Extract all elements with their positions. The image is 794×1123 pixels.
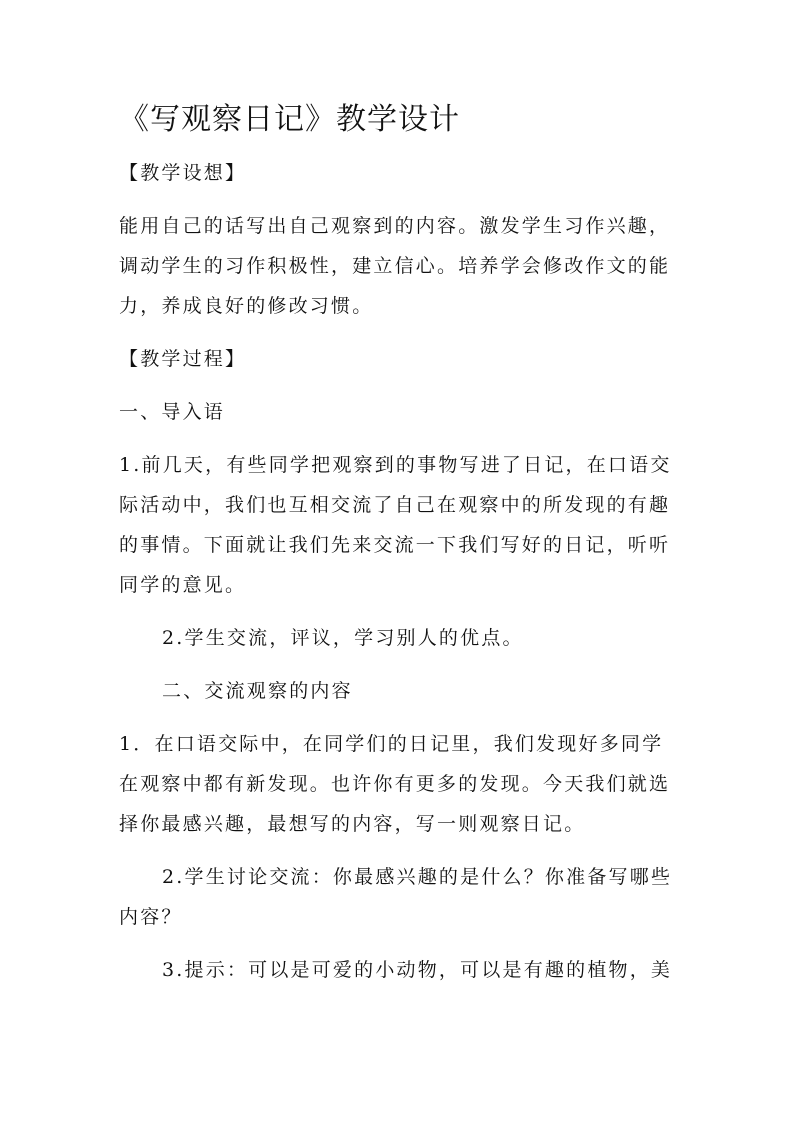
paragraph-line: 同学的意见。 <box>119 574 247 596</box>
document-title: 《写观察日记》教学设计 <box>119 102 460 137</box>
paragraph-line: 力，养成良好的修改习惯。 <box>119 295 374 317</box>
paragraph-line: 择你最感兴趣，最想写的内容，写一则观察日记。 <box>119 813 586 835</box>
part-one-heading: 一、导入语 <box>119 401 226 423</box>
paragraph-line: 能用自己的话写出自己观察到的内容。激发学生习作兴趣， <box>119 215 671 237</box>
paragraph-line: 调动学生的习作积极性，建立信心。培养学会修改作文的能 <box>119 255 671 277</box>
paragraph-line: 1．在口语交际中，在同学们的日记里，我们发现好多同学 <box>119 733 664 755</box>
paragraph-line: 1.前几天，有些同学把观察到的事物写进了日记，在口语交 <box>119 454 672 476</box>
section-heading-design: 【教学设想】 <box>119 162 247 184</box>
paragraph-line: 内容？ <box>119 906 183 928</box>
paragraph-line: 在观察中都有新发现。也许你有更多的发现。今天我们就选 <box>119 773 671 795</box>
part-two-heading: 二、交流观察的内容 <box>162 680 353 702</box>
section-heading-process: 【教学过程】 <box>119 348 247 370</box>
paragraph-line: 3.提示：可以是可爱的小动物，可以是有趣的植物，美 <box>162 959 673 981</box>
paragraph-line: 2.学生交流，评议，学习别人的优点。 <box>162 627 524 649</box>
paragraph-line: 2.学生讨论交流：你最感兴趣的是什么？你准备写哪些 <box>162 866 673 888</box>
paragraph-line: 际活动中，我们也互相交流了自己在观察中的所发现的有趣 <box>119 494 671 516</box>
paragraph-line: 的事情。下面就让我们先来交流一下我们写好的日记，听听 <box>119 534 671 556</box>
